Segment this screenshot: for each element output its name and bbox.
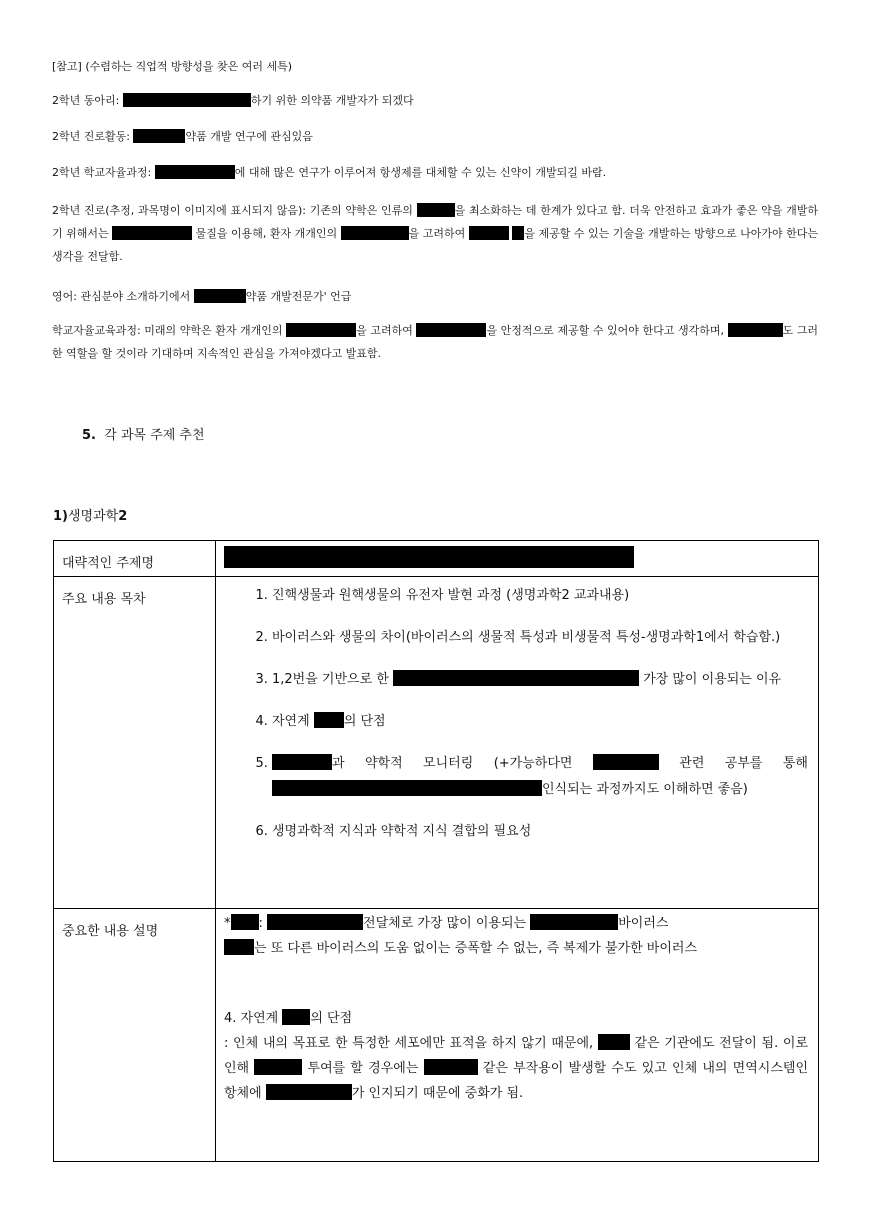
redaction — [224, 939, 254, 955]
school-curriculum-paragraph: 학교자율교육과정: 미래의 약학은 환자 개개인의 을 고려하여 을 안정적으로 제공할 수 있어야 한다고 생각하며, 도 그러한 역할을 할 것이라 기대하며 지속적인 관심을 가져야겠다고 발표함. — [52, 324, 818, 360]
topic-table — [53, 540, 819, 1162]
explanation-line-2: 는 또 다른 바이러스의 도움 없이는 증폭할 수 없는, 즉 복제가 불가한 바이러스 — [224, 936, 808, 961]
redaction — [416, 323, 486, 337]
subject-heading: 1)생명과학2 — [53, 509, 128, 524]
explanation-line-1: * : 전달체로 가장 많이 이용되는 바이러스 — [224, 916, 669, 931]
redaction — [417, 203, 455, 217]
redaction — [123, 93, 251, 107]
redaction — [267, 914, 363, 930]
list-item: 6. 생명과학적 지식과 약학적 지식 결합의 필요성 — [272, 819, 808, 845]
autonomous-line: 2학년 학교자율과정: 에 대해 많은 연구가 이루어져 항생제를 대체할 수 있는 신약이 개발되길 바람. — [52, 166, 607, 179]
club-line: 2학년 동아리: 하기 위한 의약품 개발자가 되겠다 — [52, 94, 414, 107]
natural-subheading: 4. 자연계 의 단점 — [224, 1011, 353, 1026]
redaction — [272, 780, 542, 796]
list-item: 1. 진핵생물과 원핵생물의 유전자 발현 과정 (생명과학2 교과내용) — [272, 583, 808, 609]
redaction — [593, 754, 659, 770]
redaction — [286, 323, 356, 337]
redaction — [133, 129, 185, 143]
contents-label: 주요 내용 목차 — [54, 577, 216, 909]
topic-name-label: 대략적인 주제명 — [54, 541, 216, 577]
redaction — [341, 226, 409, 240]
explanation-label: 중요한 내용 설명 — [54, 909, 216, 1162]
redaction — [155, 165, 235, 179]
list-item: 3. 1,2번을 기반으로 한 가장 많이 이용되는 이유 — [272, 667, 808, 693]
explanation-cell — [216, 909, 819, 1162]
redaction — [393, 670, 639, 686]
redaction — [512, 226, 524, 240]
redaction — [112, 226, 192, 240]
list-item: 5. 과 약학적 모니터링 (+가능하다면 관련 공부를 통해 인식되는 과정까지도 이해하면 좋음) — [272, 751, 808, 803]
redaction — [598, 1034, 630, 1050]
section-5-heading: 5. 각 과목 주제 추천 — [82, 428, 205, 443]
redaction — [530, 914, 618, 930]
english-line: 영어: 관심분야 소개하기에서 약품 개발전문가' 언급 — [52, 290, 352, 303]
topic-name-cell — [216, 541, 819, 577]
reference-header: [참고] (수렴하는 직업적 방향성을 찾은 여러 세특) — [52, 60, 293, 73]
redaction — [266, 1084, 352, 1100]
list-item: 2. 바이러스와 생물의 차이(바이러스의 생물적 특성과 비생물적 특성-생명과학1에서 학습함.) — [272, 625, 808, 651]
explanation-paragraph: : 인체 내의 목표로 한 특정한 세포에만 표적을 하지 않기 때문에, 같은 기관에도 전달이 됨. 이로 인해 투여를 할 경우에는 같은 부작용이 발생할 수도 있고 인체 내의 면역시스템인 항체에 가 인지되기 때문에 중화가 됨. — [224, 1036, 809, 1101]
redaction — [282, 1009, 310, 1025]
career-guess-paragraph: 2학년 진로(추정, 과목명이 이미지에 표시되지 않음): 기존의 약학은 인류의 을 최소화하는 데 한계가 있다고 함. 더욱 안전하고 효과가 좋은 약을 개발하기 위해서는 물질을 이용해, 환자 개개인의 을 고려하여 을 제공할 수 있는 기술을 개발하는 방향으로 나아가야 한다는 생각을 전달함. — [52, 204, 819, 263]
redaction — [231, 914, 259, 930]
list-item: 4. 자연계 의 단점 — [272, 709, 808, 735]
redaction — [314, 712, 344, 728]
redaction — [272, 754, 332, 770]
redaction — [469, 226, 509, 240]
redaction — [224, 546, 634, 568]
redaction — [424, 1059, 478, 1075]
redaction — [194, 289, 246, 303]
contents-cell — [216, 577, 819, 909]
redaction — [254, 1059, 302, 1075]
contents-list — [224, 583, 808, 845]
career-line: 2학년 진로활동: 약품 개발 연구에 관심있음 — [52, 130, 313, 143]
redaction — [728, 323, 783, 337]
